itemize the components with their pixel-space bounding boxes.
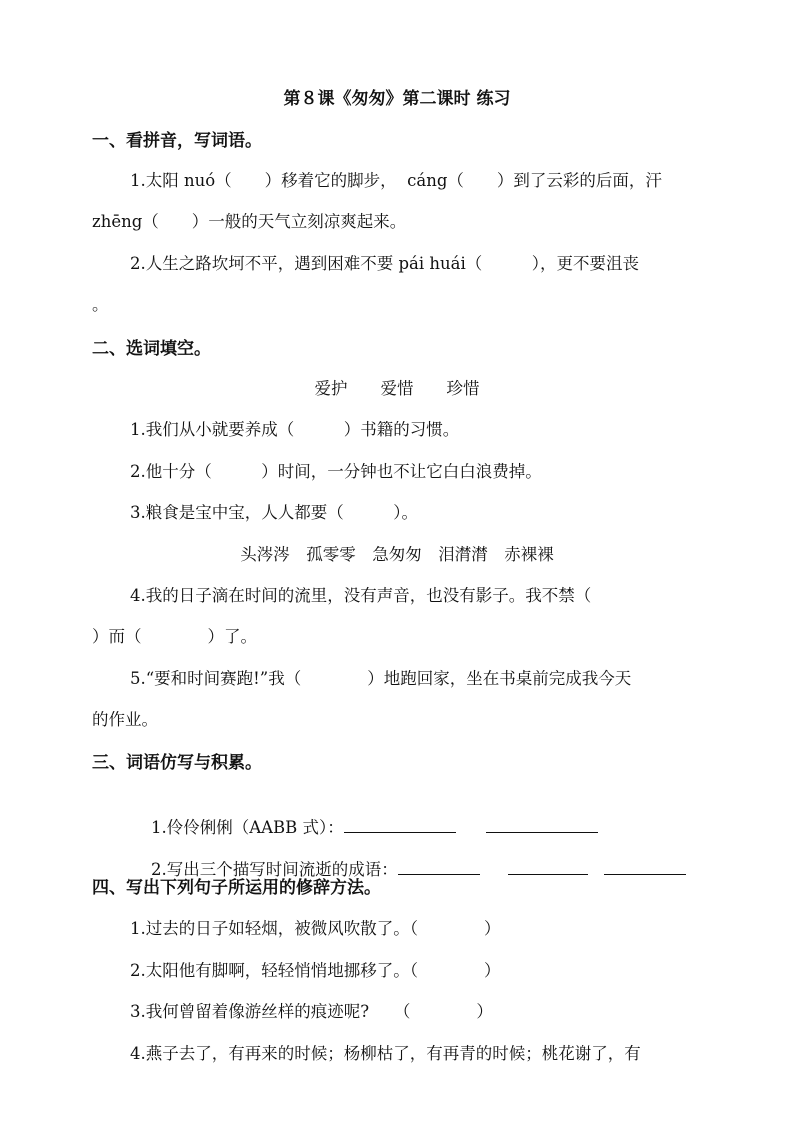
answer-blank[interactable] xyxy=(398,858,480,875)
section-4-heading: 四、写出下列句子所运用的修辞方法。 xyxy=(92,878,381,898)
s3-q2-text: 2.写出三个描写时间流逝的成语： xyxy=(150,860,398,879)
s2-q4-line1: 4.我的日子滴在时间的流里，没有声音，也没有影子。我不禁（ xyxy=(130,586,592,605)
s3-q1-text: 1.伶伶俐俐（AABB 式）： xyxy=(150,818,344,837)
s1-q2-line2: 。 xyxy=(92,295,109,314)
answer-blank[interactable] xyxy=(344,816,456,833)
s2-word-choices-b: 头涔涔 孤零零 急匆匆 泪潸潸 赤裸裸 xyxy=(240,545,554,564)
s2-word-choices-a: 爱护 爱惜 珍惜 xyxy=(314,379,480,398)
page-title: 第８课《匆匆》第二课时 练习 xyxy=(283,89,511,109)
s2-q5-line2: 的作业。 xyxy=(92,710,158,729)
s4-q4-line1: 4.燕子去了，有再来的时候；杨柳枯了，有再青的时候；桃花谢了，有 xyxy=(130,1044,641,1063)
section-1-heading: 一、看拼音，写词语。 xyxy=(92,131,262,151)
answer-blank[interactable] xyxy=(486,816,598,833)
s2-q3: 3.粮食是宝中宝，人人都要（ ）。 xyxy=(130,503,418,522)
s2-q5-line1: 5.“要和时间赛跑!”我（ ）地跑回家，坐在书桌前完成我今天 xyxy=(130,669,632,688)
s2-q4-line2: ）而（ ）了。 xyxy=(92,627,257,646)
answer-blank[interactable] xyxy=(604,858,686,875)
s1-q1-line1: 1.太阳 nuó（ ）移着它的脚步， cáng（ ）到了云彩的后面，汗 xyxy=(130,171,662,190)
s2-q1: 1.我们从小就要养成（ ）书籍的习惯。 xyxy=(130,420,460,439)
section-2-heading: 二、选词填空。 xyxy=(92,339,211,359)
s4-q3: 3.我何曾留着像游丝样的痕迹呢? （ ） xyxy=(130,1002,493,1021)
s4-q1: 1.过去的日子如轻烟，被微风吹散了。（ ） xyxy=(130,919,501,938)
s1-q1-line2: zhēng（ ）一般的天气立刻凉爽起来。 xyxy=(92,212,407,231)
s1-q2-line1: 2.人生之路坎坷不平，遇到困难不要 pái huái（ ），更不要沮丧 xyxy=(130,254,640,273)
answer-blank[interactable] xyxy=(508,858,588,875)
section-3-heading: 三、词语仿写与积累。 xyxy=(92,753,262,773)
s2-q2: 2.他十分（ ）时间，一分钟也不让它白白浪费掉。 xyxy=(130,462,542,481)
s4-q2: 2.太阳他有脚啊，轻轻悄悄地挪移了。（ ） xyxy=(130,961,501,980)
